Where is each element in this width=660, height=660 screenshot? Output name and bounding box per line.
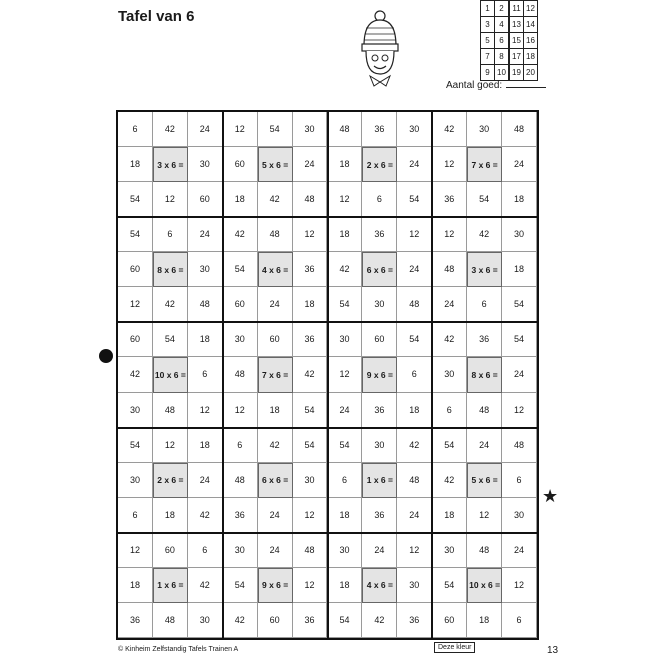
answer-cell[interactable]: 42 xyxy=(362,603,397,638)
answer-cell[interactable]: 30 xyxy=(118,393,153,428)
score-cell[interactable]: 18 xyxy=(524,49,538,65)
score-cell[interactable]: 7 xyxy=(481,49,495,65)
score-cell[interactable]: 14 xyxy=(524,17,538,33)
answer-cell[interactable]: 12 xyxy=(223,393,258,428)
question-cell[interactable]: 2 x 6 = xyxy=(362,147,397,182)
score-cell[interactable]: 9 xyxy=(481,65,495,81)
answer-cell[interactable]: 48 xyxy=(397,463,432,498)
answer-cell[interactable]: 30 xyxy=(328,533,363,568)
answer-cell[interactable]: 24 xyxy=(397,498,432,533)
answer-cell[interactable]: 30 xyxy=(223,533,258,568)
answer-cell[interactable]: 48 xyxy=(153,393,188,428)
answer-cell[interactable]: 30 xyxy=(293,463,328,498)
answer-cell[interactable]: 54 xyxy=(397,322,432,357)
answer-cell[interactable]: 48 xyxy=(258,217,293,252)
score-line xyxy=(506,87,546,88)
star-icon: ★ xyxy=(542,486,559,506)
block-divider-horizontal xyxy=(118,216,537,218)
answer-cell[interactable]: 18 xyxy=(328,147,363,182)
answer-cell[interactable]: 54 xyxy=(223,568,258,603)
answer-cell[interactable]: 48 xyxy=(153,603,188,638)
answer-cell[interactable]: 24 xyxy=(188,112,223,147)
answer-cell[interactable]: 42 xyxy=(432,322,467,357)
answer-cell[interactable]: 30 xyxy=(432,533,467,568)
answer-cell[interactable]: 12 xyxy=(223,112,258,147)
answer-cell[interactable]: 12 xyxy=(188,393,223,428)
answer-cell[interactable]: 12 xyxy=(153,428,188,463)
question-cell[interactable]: 8 x 6 = xyxy=(467,357,502,392)
answer-cell[interactable]: 18 xyxy=(502,252,537,287)
question-cell[interactable]: 4 x 6 = xyxy=(258,252,293,287)
score-cell[interactable]: 6 xyxy=(495,33,510,49)
answer-cell[interactable]: 36 xyxy=(467,322,502,357)
answer-cell[interactable]: 18 xyxy=(328,217,363,252)
block-divider-vertical xyxy=(327,112,329,638)
question-cell[interactable]: 5 x 6 = xyxy=(258,147,293,182)
answer-cell[interactable]: 54 xyxy=(118,182,153,217)
answer-cell[interactable]: 24 xyxy=(328,393,363,428)
answer-cell[interactable]: 24 xyxy=(432,287,467,322)
answer-cell[interactable]: 60 xyxy=(432,603,467,638)
answer-cell[interactable]: 54 xyxy=(223,252,258,287)
answer-cell[interactable]: 6 xyxy=(153,217,188,252)
answer-cell[interactable]: 30 xyxy=(293,112,328,147)
answer-cell[interactable]: 54 xyxy=(153,322,188,357)
mascot-illustration xyxy=(350,8,410,93)
question-cell[interactable]: 8 x 6 = xyxy=(153,252,188,287)
answer-cell[interactable]: 6 xyxy=(188,357,223,392)
block-divider-horizontal xyxy=(118,532,537,534)
answer-cell[interactable]: 42 xyxy=(153,287,188,322)
answer-cell[interactable]: 60 xyxy=(118,322,153,357)
answer-cell[interactable]: 24 xyxy=(188,217,223,252)
answer-cell[interactable]: 24 xyxy=(502,147,537,182)
score-label: Aantal goed: xyxy=(446,80,503,91)
score-cell[interactable]: 3 xyxy=(481,17,495,33)
answer-cell[interactable]: 42 xyxy=(188,498,223,533)
answer-cell[interactable]: 54 xyxy=(293,393,328,428)
answer-cell[interactable]: 6 xyxy=(118,498,153,533)
answer-cell[interactable]: 6 xyxy=(502,463,537,498)
question-cell[interactable]: 10 x 6 = xyxy=(153,357,188,392)
answer-cell[interactable]: 36 xyxy=(362,217,397,252)
answer-cell[interactable]: 30 xyxy=(328,322,363,357)
question-cell[interactable]: 4 x 6 = xyxy=(362,568,397,603)
answer-cell[interactable]: 30 xyxy=(362,428,397,463)
score-cell[interactable]: 20 xyxy=(524,65,538,81)
answer-cell[interactable]: 60 xyxy=(258,322,293,357)
answer-cell[interactable]: 36 xyxy=(362,393,397,428)
score-cell[interactable]: 1 xyxy=(481,1,495,17)
answer-cell[interactable]: 42 xyxy=(432,463,467,498)
block-divider-vertical xyxy=(431,112,433,638)
answer-cell[interactable]: 30 xyxy=(223,322,258,357)
answer-cell[interactable]: 30 xyxy=(188,252,223,287)
answer-cell[interactable]: 24 xyxy=(258,498,293,533)
answer-cell[interactable]: 54 xyxy=(118,428,153,463)
answer-cell[interactable]: 18 xyxy=(293,287,328,322)
answer-cell[interactable]: 42 xyxy=(328,252,363,287)
answer-cell[interactable]: 18 xyxy=(502,182,537,217)
block-divider-vertical xyxy=(222,112,224,638)
answer-cell[interactable]: 18 xyxy=(118,568,153,603)
answer-cell[interactable]: 12 xyxy=(328,182,363,217)
answer-cell[interactable]: 42 xyxy=(118,357,153,392)
answer-cell[interactable]: 42 xyxy=(293,357,328,392)
answer-cell[interactable]: 42 xyxy=(432,112,467,147)
answer-cell[interactable]: 60 xyxy=(258,603,293,638)
answer-cell[interactable]: 30 xyxy=(118,463,153,498)
answer-cell[interactable]: 48 xyxy=(223,463,258,498)
copyright-text: © Kinheim Zelfstandig Tafels Trainen A xyxy=(118,646,239,653)
answer-cell[interactable]: 18 xyxy=(432,498,467,533)
answer-cell[interactable]: 6 xyxy=(397,357,432,392)
answer-cell[interactable]: 12 xyxy=(432,147,467,182)
question-cell[interactable]: 1 x 6 = xyxy=(153,568,188,603)
score-cell[interactable]: 12 xyxy=(524,1,538,17)
answer-cell[interactable]: 12 xyxy=(397,533,432,568)
question-cell[interactable]: 9 x 6 = xyxy=(258,568,293,603)
answer-cell[interactable]: 36 xyxy=(362,112,397,147)
answer-cell[interactable]: 18 xyxy=(118,147,153,182)
answer-cell[interactable]: 18 xyxy=(223,182,258,217)
answer-cell[interactable]: 60 xyxy=(362,322,397,357)
answer-cell[interactable]: 60 xyxy=(118,252,153,287)
answer-cell[interactable]: 36 xyxy=(293,322,328,357)
answer-cell[interactable]: 12 xyxy=(502,568,537,603)
answer-cell[interactable]: 48 xyxy=(502,112,537,147)
answer-cell[interactable]: 12 xyxy=(118,287,153,322)
answer-cell[interactable]: 60 xyxy=(223,287,258,322)
answer-cell[interactable]: 24 xyxy=(188,463,223,498)
question-cell[interactable]: 3 x 6 = xyxy=(153,147,188,182)
answer-cell[interactable]: 18 xyxy=(153,498,188,533)
answer-cell[interactable]: 6 xyxy=(362,182,397,217)
score-cell[interactable]: 16 xyxy=(524,33,538,49)
answer-cell[interactable]: 42 xyxy=(223,217,258,252)
answer-cell[interactable]: 12 xyxy=(467,498,502,533)
score-cell[interactable]: 11 xyxy=(509,1,524,17)
answer-cell[interactable]: 6 xyxy=(223,428,258,463)
page-number: 13 xyxy=(547,645,559,656)
answer-cell[interactable]: 48 xyxy=(223,357,258,392)
answer-cell[interactable]: 30 xyxy=(502,498,537,533)
answer-cell[interactable]: 24 xyxy=(467,428,502,463)
page-title: Tafel van 6 xyxy=(118,8,195,25)
answer-cell[interactable]: 24 xyxy=(397,147,432,182)
answer-cell[interactable]: 12 xyxy=(502,393,537,428)
score-cell[interactable]: 13 xyxy=(509,17,524,33)
answer-cell[interactable]: 42 xyxy=(223,603,258,638)
answer-cell[interactable]: 24 xyxy=(397,252,432,287)
score-cell[interactable]: 5 xyxy=(481,33,495,49)
question-cell[interactable]: 7 x 6 = xyxy=(467,147,502,182)
answer-cell[interactable]: 18 xyxy=(188,428,223,463)
score-cell[interactable]: 8 xyxy=(495,49,510,65)
question-cell[interactable]: 1 x 6 = xyxy=(362,463,397,498)
answer-cell[interactable]: 30 xyxy=(432,357,467,392)
answer-cell[interactable]: 48 xyxy=(502,428,537,463)
answer-cell[interactable]: 54 xyxy=(293,428,328,463)
answer-cell[interactable]: 12 xyxy=(397,217,432,252)
answer-cell[interactable]: 54 xyxy=(118,217,153,252)
score-grid xyxy=(480,0,538,81)
answer-cell[interactable]: 12 xyxy=(118,533,153,568)
answer-cell[interactable]: 12 xyxy=(293,217,328,252)
score-cell[interactable]: 15 xyxy=(509,33,524,49)
color-label-box[interactable]: Deze kleur xyxy=(434,642,475,653)
answer-cell[interactable]: 18 xyxy=(328,498,363,533)
answer-cell[interactable]: 54 xyxy=(258,112,293,147)
answer-cell[interactable]: 30 xyxy=(467,112,502,147)
answer-cell[interactable]: 36 xyxy=(223,498,258,533)
answer-cell[interactable]: 48 xyxy=(432,252,467,287)
block-divider-horizontal xyxy=(118,427,537,429)
score-cell[interactable]: 4 xyxy=(495,17,510,33)
answer-cell[interactable]: 48 xyxy=(397,287,432,322)
answer-cell[interactable]: 18 xyxy=(467,603,502,638)
answer-cell[interactable]: 42 xyxy=(258,428,293,463)
answer-cell[interactable]: 6 xyxy=(502,603,537,638)
answer-cell[interactable]: 24 xyxy=(258,533,293,568)
answer-cell[interactable]: 54 xyxy=(328,428,363,463)
answer-cell[interactable]: 48 xyxy=(467,393,502,428)
answer-cell[interactable]: 48 xyxy=(188,287,223,322)
answer-cell[interactable]: 42 xyxy=(188,568,223,603)
answer-cell[interactable]: 24 xyxy=(502,357,537,392)
answer-cell[interactable]: 18 xyxy=(397,393,432,428)
question-cell[interactable]: 3 x 6 = xyxy=(467,252,502,287)
answer-cell[interactable]: 48 xyxy=(293,533,328,568)
question-cell[interactable]: 9 x 6 = xyxy=(362,357,397,392)
answer-cell[interactable]: 30 xyxy=(188,147,223,182)
answer-cell[interactable]: 30 xyxy=(188,603,223,638)
answer-cell[interactable]: 12 xyxy=(293,498,328,533)
answer-cell[interactable]: 48 xyxy=(293,182,328,217)
answer-cell[interactable]: 48 xyxy=(328,112,363,147)
answer-cell[interactable]: 48 xyxy=(467,533,502,568)
answer-cell[interactable]: 18 xyxy=(188,322,223,357)
answer-cell[interactable]: 54 xyxy=(502,287,537,322)
answer-cell[interactable]: 36 xyxy=(293,252,328,287)
answer-cell[interactable]: 54 xyxy=(467,182,502,217)
answer-cell[interactable]: 6 xyxy=(328,463,363,498)
score-field[interactable] xyxy=(446,80,546,91)
answer-cell[interactable]: 54 xyxy=(328,287,363,322)
answer-cell[interactable]: 12 xyxy=(153,182,188,217)
answer-cell[interactable]: 18 xyxy=(328,568,363,603)
answer-cell[interactable]: 24 xyxy=(502,533,537,568)
answer-cell[interactable]: 36 xyxy=(118,603,153,638)
answer-cell[interactable]: 12 xyxy=(432,217,467,252)
question-cell[interactable]: 10 x 6 = xyxy=(467,568,502,603)
score-cell[interactable]: 10 xyxy=(495,65,510,81)
answer-cell[interactable]: 6 xyxy=(467,287,502,322)
question-cell[interactable]: 6 x 6 = xyxy=(258,463,293,498)
question-cell[interactable]: 7 x 6 = xyxy=(258,357,293,392)
answer-cell[interactable]: 36 xyxy=(397,603,432,638)
answer-cell[interactable]: 36 xyxy=(293,603,328,638)
answer-cell[interactable]: 36 xyxy=(432,182,467,217)
score-cell[interactable]: 17 xyxy=(509,49,524,65)
score-cell[interactable]: 2 xyxy=(495,1,510,17)
answer-cell[interactable]: 30 xyxy=(502,217,537,252)
question-cell[interactable]: 2 x 6 = xyxy=(153,463,188,498)
answer-cell[interactable]: 24 xyxy=(362,533,397,568)
answer-cell[interactable]: 54 xyxy=(502,322,537,357)
answer-cell[interactable]: 42 xyxy=(258,182,293,217)
exercise-board xyxy=(116,110,539,640)
answer-cell[interactable]: 24 xyxy=(293,147,328,182)
binder-hole-dot xyxy=(99,349,113,363)
answer-cell[interactable]: 54 xyxy=(432,428,467,463)
answer-cell[interactable]: 42 xyxy=(153,112,188,147)
answer-cell[interactable]: 24 xyxy=(258,287,293,322)
answer-cell[interactable]: 54 xyxy=(328,603,363,638)
answer-cell[interactable]: 54 xyxy=(397,182,432,217)
answer-cell[interactable]: 30 xyxy=(397,112,432,147)
answer-cell[interactable]: 18 xyxy=(258,393,293,428)
answer-cell[interactable]: 60 xyxy=(188,182,223,217)
answer-cell[interactable]: 6 xyxy=(118,112,153,147)
answer-cell[interactable]: 6 xyxy=(188,533,223,568)
answer-cell[interactable]: 30 xyxy=(397,568,432,603)
answer-cell[interactable]: 60 xyxy=(153,533,188,568)
question-cell[interactable]: 6 x 6 = xyxy=(362,252,397,287)
block-divider-horizontal xyxy=(118,321,537,323)
answer-cell[interactable]: 42 xyxy=(467,217,502,252)
answer-cell[interactable]: 60 xyxy=(223,147,258,182)
answer-cell[interactable]: 12 xyxy=(293,568,328,603)
answer-cell[interactable]: 30 xyxy=(362,287,397,322)
question-cell[interactable]: 5 x 6 = xyxy=(467,463,502,498)
score-cell[interactable]: 19 xyxy=(509,65,524,81)
answer-cell[interactable]: 6 xyxy=(432,393,467,428)
answer-cell[interactable]: 42 xyxy=(397,428,432,463)
answer-cell[interactable]: 54 xyxy=(432,568,467,603)
answer-cell[interactable]: 36 xyxy=(362,498,397,533)
answer-cell[interactable]: 12 xyxy=(328,357,363,392)
